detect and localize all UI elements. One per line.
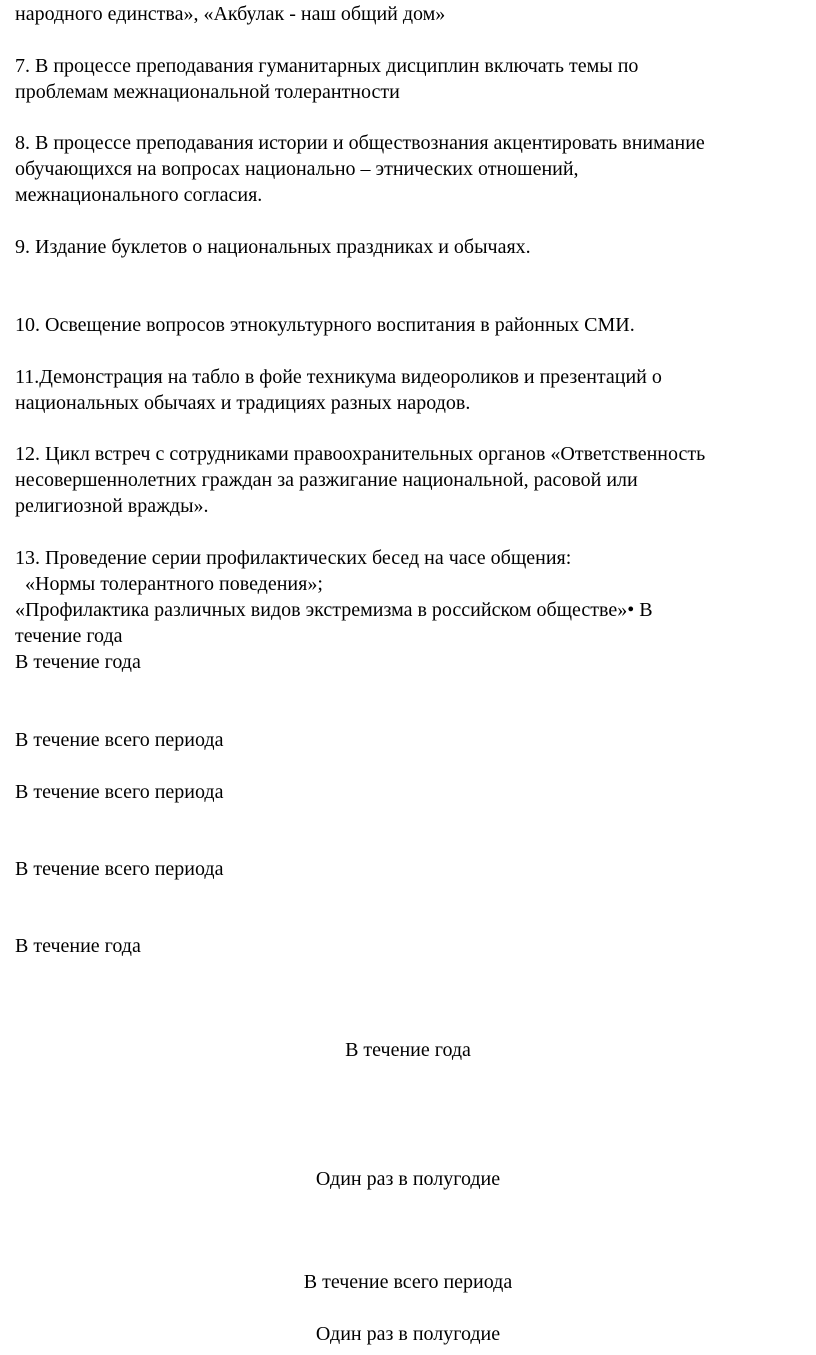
item-12-line-1: 12. Цикл встреч с сотрудниками правоохранительных органов «Ответственность (15, 443, 706, 465)
timeframe-5: В течение года (15, 935, 141, 957)
timeframe-4: В течение всего периода (15, 858, 224, 880)
timeframe-9: Один раз в полугодие (315, 1323, 501, 1345)
item-13-line-3: «Профилактика различных видов экстремизма в российском обществе»• В (15, 599, 653, 621)
item-7-line-1: 7. В процессе преподавания гуманитарных дисциплин включать темы по (15, 55, 639, 77)
item-8-line-3: межнационального согласия. (15, 184, 263, 206)
item-12-line-2: несовершеннолетних граждан за разжигание национальной, расовой или (15, 469, 638, 491)
item-12-line-3: религиозной вражды». (15, 495, 209, 517)
item-13-line-1: 13. Проведение серии профилактических бесед на часе общения: (15, 547, 572, 569)
item-13-line-2: «Нормы толерантного поведения»; (15, 573, 323, 595)
item-11-line-2: национальных обычаях и традициях разных народов. (15, 392, 471, 414)
timeframe-2: В течение всего периода (15, 729, 224, 751)
timeframe-1: В течение года (15, 651, 141, 673)
item-13-line-4: течение года (15, 625, 123, 647)
item-9-line-1: 9. Издание буклетов о национальных праздниках и обычаях. (15, 236, 531, 258)
item-8-line-2: обучающихся на вопросах национально – этнических отношений, (15, 158, 579, 180)
item-11-line-1: 11.Демонстрация на табло в фойе техникума видеороликов и презентаций о (15, 366, 662, 388)
intro-tail-text: народного единства», «Акбулак - наш общий дом» (15, 3, 446, 25)
timeframe-6: В течение года (345, 1039, 471, 1061)
item-8-line-1: 8. В процессе преподавания истории и обществознания акцентировать внимание (15, 132, 705, 154)
timeframe-8: В течение всего периода (303, 1271, 513, 1293)
timeframe-7: Один раз в полугодие (315, 1168, 501, 1190)
timeframe-3: В течение всего периода (15, 781, 224, 803)
item-10-line-1: 10. Освещение вопросов этнокультурного воспитания в районных СМИ. (15, 314, 635, 336)
item-7-line-2: проблемам межнациональной толерантности (15, 81, 400, 103)
